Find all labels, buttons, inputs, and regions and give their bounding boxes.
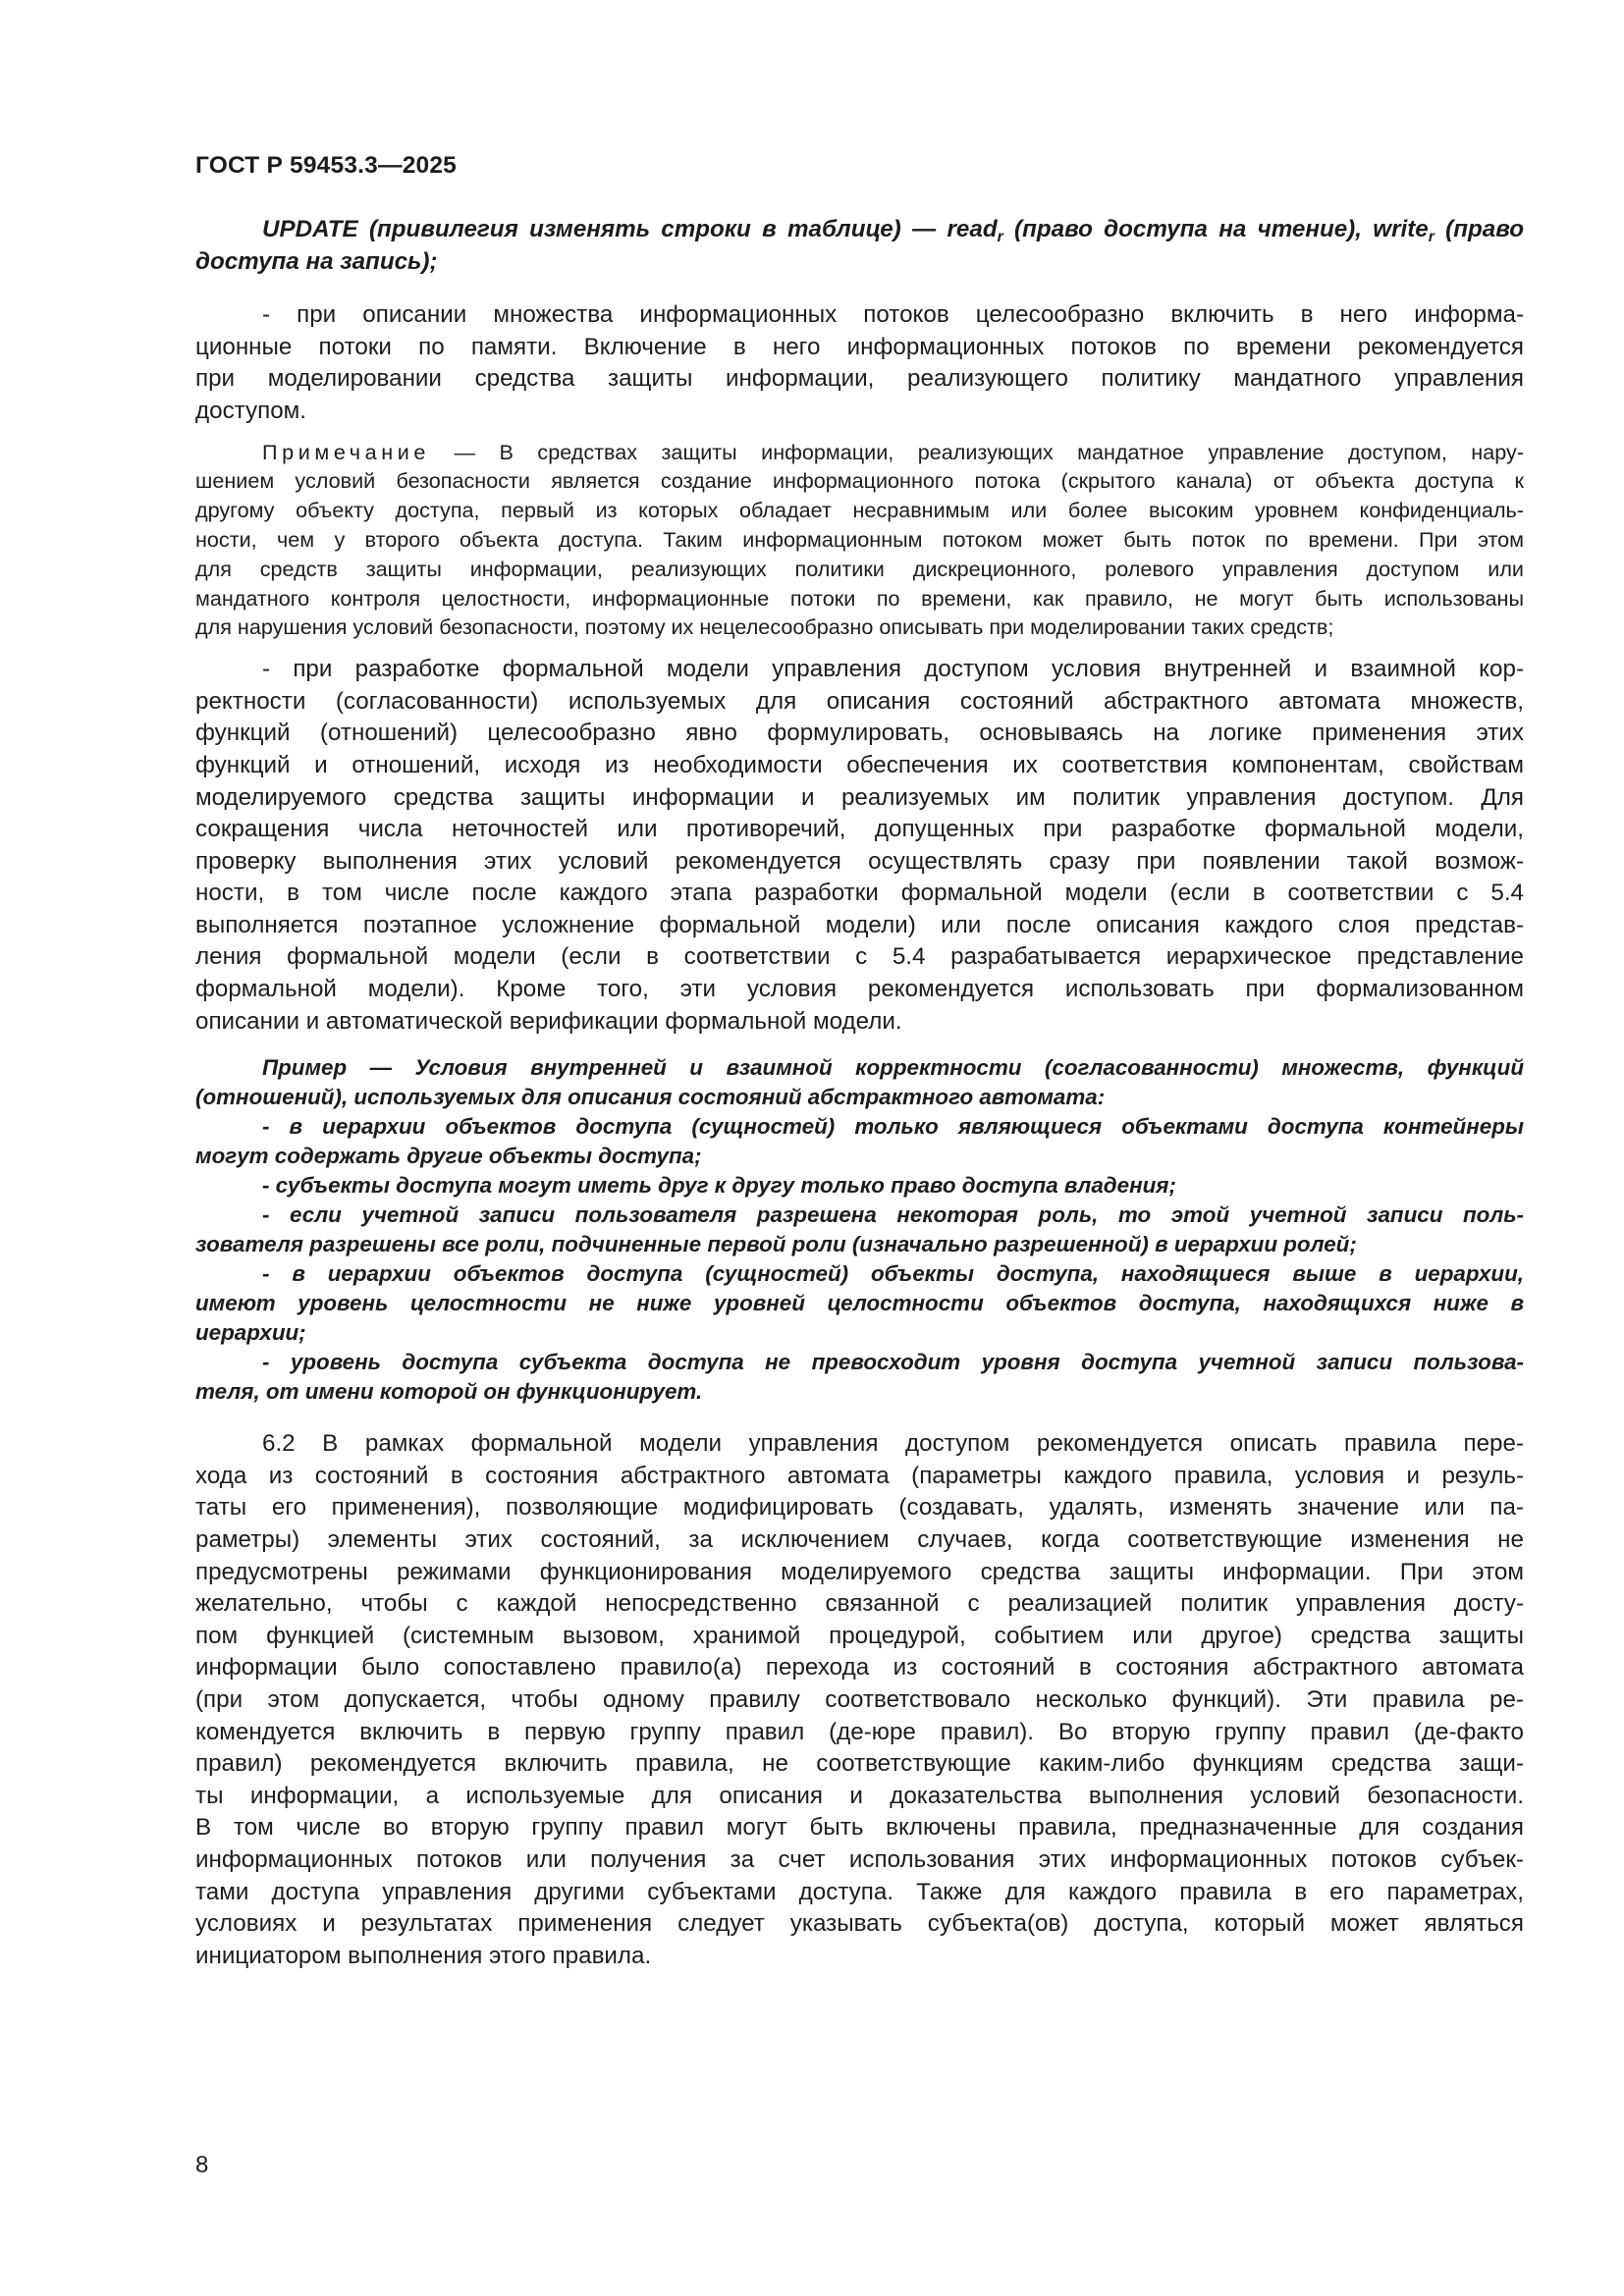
example-intro (195, 1053, 1524, 1112)
update-privilege-line (195, 214, 1524, 278)
text-line: описании и автоматической верификации формальной модели. (195, 1007, 902, 1035)
text-line: раметры) элементы этих состояний, за исключением случаев, когда соответствующие изменения не (195, 1526, 1524, 1554)
example-line: - если учетной записи пользователя разрешена некоторая роль, то этой учетной записи поль- (262, 1202, 1524, 1228)
text-line: таты его применения), позволяющие модифицировать (создавать, удалять, изменять значение или па- (195, 1494, 1524, 1522)
paragraph-correctness (195, 654, 1524, 1038)
note-label: Примечание (262, 439, 430, 464)
text-line: условиях и результатах применения следует указывать субъекта(ов) доступа, который может являться (195, 1910, 1524, 1938)
text-line: доступом. (195, 397, 307, 424)
example-line: теля, от имени которой он функционирует. (195, 1379, 703, 1405)
example-item (195, 1112, 1524, 1171)
document-header: ГОСТ Р 59453.3—2025 (195, 152, 457, 179)
text-line: ректности (согласованности) используемых для описания состояний абстрактного автомата множеств, (195, 687, 1524, 715)
text-line: инициатором выполнения этого правила. (195, 1942, 652, 1969)
example-line: - в иерархии объектов доступа (сущностей) только являющиеся объектами доступа контейнеры (262, 1114, 1524, 1140)
example-line: имеют уровень целостности не ниже уровней целостности объектов доступа, находящихся ниже в (195, 1291, 1524, 1316)
example-line: - в иерархии объектов доступа (сущностей) объекты доступа, находящиеся выше в иерархии, (262, 1261, 1524, 1287)
text-line: функций и отношений, исходя из необходимости обеспечения их соответствия компонентам, свойствам (195, 751, 1524, 778)
document-page (195, 151, 1524, 1972)
text-line: В том числе во вторую группу правил могут быть включены правила, предназначенные для создания (195, 1814, 1524, 1842)
note-line: для средств защиты информации, реализующих политики дискреционного, ролевого управления доступом или (195, 556, 1524, 581)
update-line-2: доступа на запись); (195, 247, 438, 275)
note-line: другому объекту доступа, первый из которых обладает несравнимым или более высоким уровнем конфиденциаль- (195, 498, 1524, 523)
example-line: Пример — Условия внутренней и взаимной корректности (согласованности) множеств, функций (262, 1055, 1524, 1081)
note-line: шением условий безопасности является создание информационного потока (скрытого канала) от объекта доступа к (195, 468, 1524, 494)
text-line: желательно, чтобы с каждой непосредственно связанной с реализацией политик управления досту- (195, 1590, 1524, 1618)
text-line: - при описании множества информационных потоков целесообразно включить в него информа- (262, 301, 1524, 329)
text-line: тами доступа управления другими субъектами доступа. Также для каждого правила в его параметрах, (195, 1878, 1524, 1905)
paragraph-info-flows (195, 299, 1524, 427)
example-item (195, 1348, 1524, 1407)
example-line: зователя разрешены все роли, подчиненные первой роли (изначально разрешенной) в иерархии ролей; (195, 1232, 1357, 1257)
text-line: пом функцией (системным вызовом, хранимой процедурой, событием или другое) средства защиты (195, 1622, 1524, 1649)
example-line: - уровень доступа субъекта доступа не превосходит уровня доступа учетной записи пользова- (262, 1350, 1524, 1375)
text-line: предусмотрены режимами функционирования моделируемого средства защиты информации. При этом (195, 1558, 1524, 1585)
example-item (195, 1201, 1524, 1259)
example-item (195, 1259, 1524, 1348)
note-line: Примечание — В средствах защиты информации, реализующих мандатное управление доступом, нару- (262, 439, 1524, 464)
note-line: ности, чем у второго объекта доступа. Таким информационным потоком может быть поток по времени. При этом (195, 526, 1524, 552)
update-line-1: UPDATE (привилегия изменять строки в таблице) — read$_r$ (право доступа на чтение), write$_r$ (право (262, 216, 1524, 245)
text-line: проверку выполнения этих условий рекомендуется осуществлять сразу при появлении такой возмож- (195, 847, 1524, 875)
text-line: функций (отношений) целесообразно явно формулировать, основываясь на логике применения этих (195, 720, 1524, 747)
example-line: могут содержать другие объекты доступа; (195, 1144, 702, 1169)
example-item (195, 1171, 1524, 1201)
text-line: информации было сопоставлено правило(а) перехода из состояний в состояния абстрактного автомата (195, 1654, 1524, 1682)
text-line: информационных потоков или получения за счет использования этих информационных потоков субъек- (195, 1845, 1524, 1873)
text-line: сокращения числа неточностей или противоречий, допущенных при разработке формальной модели, (195, 816, 1524, 843)
text-line: моделируемого средства защиты информации и реализуемых им политик управления доступом. Для (195, 783, 1524, 811)
text-line: выполняется поэтапное усложнение формальной модели) или после описания каждого слоя представ- (195, 911, 1524, 938)
text-line: ционные потоки по памяти. Включение в него информационных потоков по времени рекомендуется (195, 333, 1524, 360)
page-number: 8 (195, 2152, 209, 2178)
paragraph-6-2 (195, 1428, 1524, 1972)
text-line: хода из состояний в состояния абстрактного автомата (параметры каждого правила, условия и резуль- (195, 1462, 1524, 1489)
text-line: ности, в том числе после каждого этапа разработки формальной модели (если в соответствии с 5.4 (195, 880, 1524, 907)
text-line: при моделировании средства защиты информации, реализующего политику мандатного управления (195, 365, 1524, 393)
text-line: ты информации, а используемые для описания и доказательства выполнения условий безопасности. (195, 1782, 1524, 1809)
text-line: ления формальной модели (если в соответствии с 5.4 разрабатывается иерархическое представление (195, 943, 1524, 971)
example-line: иерархии; (195, 1320, 306, 1346)
example-line: (отношений), используемых для описания состояний абстрактного автомата: (195, 1085, 1106, 1110)
text-line: - при разработке формальной модели управления доступом условия внутренней и взаимной кор- (262, 656, 1524, 683)
note-block (195, 438, 1524, 643)
example-line: - субъекты доступа могут иметь друг к другу только право доступа владения; (262, 1173, 1176, 1199)
text-line: (при этом допускается, чтобы одному правилу соответствовало несколько функций). Эти правила ре- (195, 1686, 1524, 1714)
text-line: правил) рекомендуется включить правила, не соответствующие каким-либо функциям средства защи- (195, 1750, 1524, 1778)
note-line: мандатного контроля целостности, информационные потоки по времени, как правило, не могут быть использованы (195, 585, 1524, 611)
text-line: комендуется включить в первую группу правил (де-юре правил). Во вторую группу правил (де-факто (195, 1718, 1524, 1745)
text-line: 6.2 В рамках формальной модели управления доступом рекомендуется описать правила пере- (262, 1430, 1524, 1458)
text-line: формальной модели). Кроме того, эти условия рекомендуется использовать при формализованном (195, 976, 1524, 1003)
note-line: для нарушения условий безопасности, поэтому их нецелесообразно описывать при моделировании таких средств; (195, 614, 1334, 640)
